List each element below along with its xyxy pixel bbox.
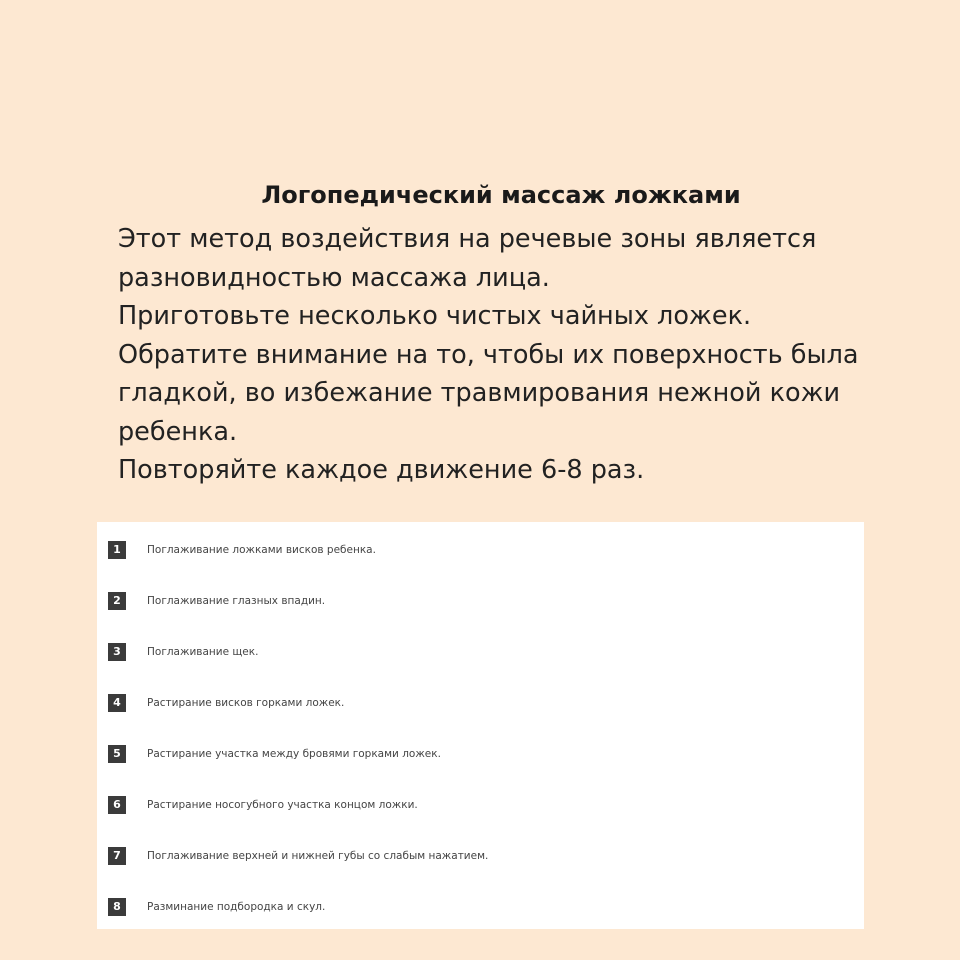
intro-paragraph: Повторяйте каждое движение 6-8 раз. [118, 455, 645, 485]
step-number-badge: 7 [108, 847, 126, 865]
step-text: Разминание подбородка и скул. [147, 901, 326, 913]
steps-list [97, 522, 864, 929]
intro-text [118, 220, 918, 490]
step-text: Поглаживание щек. [147, 646, 259, 658]
step-text: Растирание носогубного участка концом ложки. [147, 799, 418, 811]
list-item [108, 897, 325, 917]
step-number-badge: 8 [108, 898, 126, 916]
list-item [108, 591, 325, 611]
step-text: Растирание участка между бровями горками ложек. [147, 748, 441, 760]
list-item [108, 846, 488, 866]
step-number-badge: 4 [108, 694, 126, 712]
step-text: Поглаживание ложками висков ребенка. [147, 544, 376, 556]
list-item [108, 795, 418, 815]
step-text: Поглаживание верхней и нижней губы со слабым нажатием. [147, 850, 489, 862]
list-item [108, 693, 344, 713]
intro-paragraph: Этот метод воздействия на речевые зоны является разновидностью массажа лица. [118, 224, 817, 293]
step-text: Поглаживание глазных впадин. [147, 595, 326, 607]
list-item [108, 642, 258, 662]
step-number-badge: 6 [108, 796, 126, 814]
step-number-badge: 5 [108, 745, 126, 763]
intro-paragraph: Обратите внимание на то, чтобы их поверхность была гладкой, во избежание травмирования нежной кожи ребенка. [118, 339, 859, 447]
list-item [108, 744, 441, 764]
step-text: Растирание висков горками ложек. [147, 697, 345, 709]
step-number-badge: 2 [108, 592, 126, 610]
list-item [108, 540, 376, 560]
intro-paragraph: Приготовьте несколько чистых чайных ложек. [118, 301, 752, 331]
page-title: Логопедический массаж ложками [261, 181, 741, 209]
step-number-badge: 1 [108, 541, 126, 559]
step-number-badge: 3 [108, 643, 126, 661]
